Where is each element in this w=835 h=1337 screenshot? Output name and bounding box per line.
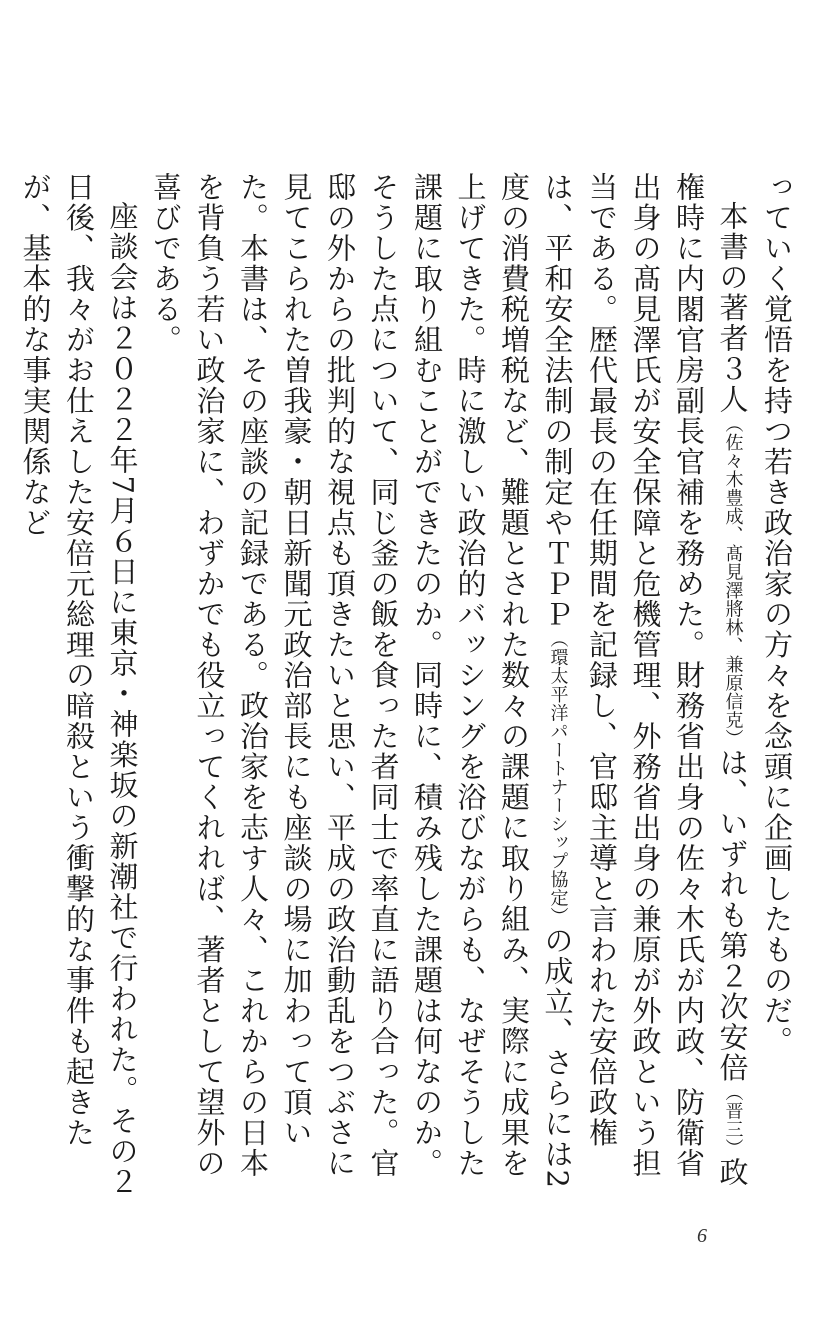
page-number: 6 — [697, 1225, 707, 1247]
text-segment: 政権時に内閣官房副長官補を務めた。財務省出身の佐々木氏が内政、防衛省出身の髙見澤氏が安全保障と危機管理、外務省出身の兼原が外政という担当である。歴代最長の在任期間を記録し、官邸主導と言われた安倍政権は、平和安全法制の制定やＴＰＰ — [540, 172, 750, 1188]
parenthetical-note: （環太平洋パートナーシップ協定） — [547, 629, 569, 926]
paragraph — [144, 172, 755, 1202]
paragraph — [13, 172, 144, 1202]
text-segment: 座談会は２０２２年7月６日に東京・神楽坂の新潮社で行われた。その２日後、我々がお仕えした安倍元総理の暗殺という衝撃的な事件も起きたが、基本的な事実関係など — [18, 172, 140, 1197]
body-text — [18, 172, 798, 1202]
parenthetical-note: （晋三） — [722, 1083, 744, 1157]
text-segment: 本書の著者３人 — [715, 201, 750, 415]
text-segment: の成立、さらには2度の消費税増税など、難題とされた数々の課題に取り組み、実際に成果を上げてきた。時に激しい政治的バッシングを浴びながらも、なぜそうした課題に取り組むことができたのか。同時に、積み残した課題は何なのか。そうした点について、同じ釜の飯を食った者同士で率直に語り合った。官邸の外からの批判的な視点も頂きたいと思い、平成の政治動乱をつぶさに見てこられた曽我豪・朝日新聞元政治部長にも座談の場に加わって頂いた。本書は、その座談の記録である。政治家を志す人々、これからの日本を背負う若い政治家に、わずかでも役立ってくれれば、著者として望外の喜びである。 — [149, 172, 575, 1190]
text-segment: は、いずれも第２次安倍 — [715, 747, 750, 1083]
paragraph — [755, 172, 799, 1202]
parenthetical-note: （佐々木豊成、髙見澤將林、兼原信克） — [722, 414, 744, 748]
text-segment: っていく覚悟を持つ若き政治家の方々を念頭に企画したものだ。 — [760, 172, 794, 1057]
